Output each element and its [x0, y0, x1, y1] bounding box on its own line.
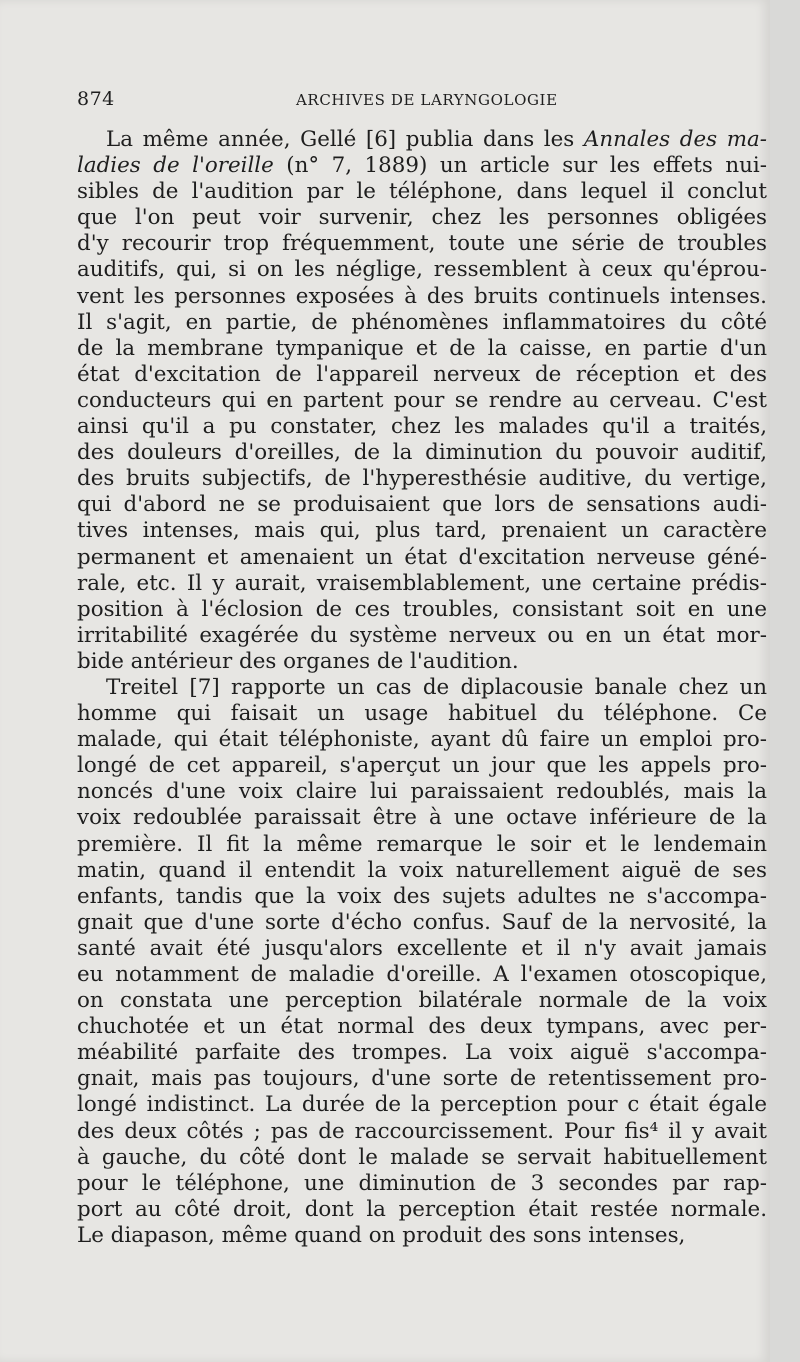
text-run: conducteurs qui en partent pour se rendre au cerveau. C'est: [77, 387, 767, 413]
text-line: [77, 1197, 767, 1223]
text-line: [77, 257, 767, 283]
text-run: Le diapason, même quand on produit des sons intenses,: [77, 1222, 686, 1248]
text-run: noncés d'une voix claire lui paraissaient redoublés, mais la: [77, 779, 767, 805]
paragraph: [77, 127, 767, 675]
text-run: port au côté droit, dont la perception était restée normale.: [77, 1196, 767, 1222]
text-line: [77, 623, 767, 649]
text-run: position à l'éclosion de ces troubles, consistant soit en une: [77, 596, 767, 622]
text-run: bide antérieur des organes de l'audition.: [77, 648, 519, 674]
text-line: [77, 336, 767, 362]
text-line: [77, 962, 767, 988]
text-run: voix redoublée paraissait être à une octave inférieure de la: [77, 805, 767, 831]
text-run: sibles de l'audition par le téléphone, dans lequel il conclut: [77, 179, 767, 205]
text-line: [77, 805, 767, 831]
text-line: [77, 153, 767, 179]
text-line: [77, 675, 767, 701]
text-line: [77, 1092, 767, 1118]
text-run: ainsi qu'il a pu constater, chez les malades qu'il a traités,: [77, 414, 767, 440]
text-line: [77, 701, 767, 727]
running-head: ARCHIVES DE LARYNGOLOGIE: [296, 91, 558, 109]
text-run: Treitel [7] rapporte un cas de diplacousie banale chez un: [106, 674, 767, 700]
text-run: gnait, mais pas toujours, d'une sorte de retentissement pro-: [77, 1066, 767, 1092]
text-run: pour le téléphone, une diminution de 3 secondes par rap-: [77, 1170, 767, 1196]
italic-title: Annales des ma-: [583, 127, 767, 152]
text-line: [77, 727, 767, 753]
text-run: chuchotée et un état normal des deux tympans, avec per-: [77, 1014, 767, 1040]
text-run: état d'excitation de l'appareil nerveux de réception et des: [77, 361, 767, 387]
text-run: gnait que d'une sorte d'écho confus. Sauf de la nervosité, la: [77, 909, 767, 935]
page-header: [77, 88, 767, 112]
text-run: eu notamment de maladie d'oreille. A l'examen otoscopique,: [77, 962, 767, 987]
text-line: [77, 388, 767, 414]
text-run: première. Il fit la même remarque le soir et le lendemain: [77, 831, 767, 857]
text-line: [77, 1171, 767, 1197]
text-line: [77, 1119, 767, 1145]
text-run: enfants, tandis que la voix des sujets adultes ne s'accompa-: [77, 883, 767, 909]
text-line: [77, 779, 767, 805]
text-run: matin, quand il entendit la voix naturellement aiguë de ses: [77, 857, 767, 883]
text-line: [77, 936, 767, 962]
body-text: [77, 127, 767, 1249]
page-number: 874: [77, 88, 115, 110]
text-run: malade, qui était téléphoniste, ayant dû faire un emploi pro-: [77, 727, 767, 753]
text-run: qui d'abord ne se produisaient que lors de sensations audi-: [77, 492, 767, 518]
italic-title: ladies de l'oreille: [77, 153, 274, 179]
text-run: méabilité parfaite des trompes. La voix aiguë s'accompa-: [77, 1040, 767, 1066]
text-run: rale, etc. Il y aurait, vraisemblablement, une certaine prédis-: [77, 570, 767, 596]
text-line: [77, 127, 767, 153]
text-line: [77, 1066, 767, 1092]
text-line: [77, 518, 767, 544]
text-run: que l'on peut voir survenir, chez les personnes obligées: [77, 205, 767, 231]
text-line: [77, 858, 767, 884]
text-line: [77, 362, 767, 388]
text-line: [77, 1014, 767, 1040]
text-run: des douleurs d'oreilles, de la diminution du pouvoir auditif,: [77, 440, 767, 466]
text-line: [77, 492, 767, 518]
text-run: irritabilité exagérée du système nerveux ou en un état mor-: [77, 622, 767, 648]
text-line: [77, 832, 767, 858]
text-line: [77, 545, 767, 571]
text-run: on constata une perception bilatérale normale de la voix: [77, 988, 767, 1014]
text-run: des deux côtés ; pas de raccourcissement. Pour fis⁴ il y avait: [77, 1118, 767, 1144]
text-line: [77, 179, 767, 205]
text-run: d'y recourir trop fréquemment, toute une série de troubles: [77, 231, 767, 257]
text-line: [77, 1040, 767, 1066]
text-run: des bruits subjectifs, de l'hyperesthésie auditive, du vertige,: [77, 466, 767, 492]
text-line: [77, 649, 767, 675]
paragraph: [77, 675, 767, 1249]
text-run: longé de cet appareil, s'aperçut un jour que les appels pro-: [77, 753, 767, 779]
text-line: [77, 440, 767, 466]
text-run: vent les personnes exposées à des bruits continuels intenses.: [77, 283, 767, 309]
text-run: santé avait été jusqu'alors excellente et il n'y avait jamais: [77, 935, 767, 961]
text-run: auditifs, qui, si on les néglige, ressemblent à ceux qu'éprou-: [77, 257, 767, 283]
text-run: à gauche, du côté dont le malade se servait habituellement: [77, 1144, 767, 1170]
text-line: [77, 988, 767, 1014]
text-line: [77, 284, 767, 310]
text-line: [77, 1223, 767, 1249]
text-line: [77, 884, 767, 910]
text-run: de la membrane tympanique et de la caisse, en partie d'un: [77, 335, 767, 361]
text-line: [77, 414, 767, 440]
text-line: [77, 910, 767, 936]
text-run: La même année, Gellé [6] publia dans les: [106, 127, 584, 152]
text-line: [77, 310, 767, 336]
text-run: homme qui faisait un usage habituel du téléphone. Ce: [77, 701, 767, 727]
text-run: tives intenses, mais qui, plus tard, prenaient un caractère: [77, 518, 767, 544]
text-line: [77, 571, 767, 597]
text-line: [77, 753, 767, 779]
text-run: (n° 7, 1889) un article sur les effets nui-: [273, 153, 767, 179]
text-line: [77, 466, 767, 492]
text-line: [77, 231, 767, 257]
text-line: [77, 205, 767, 231]
text-line: [77, 1145, 767, 1171]
text-run: Il s'agit, en partie, de phénomènes inflammatoires du côté: [77, 309, 767, 335]
text-line: [77, 597, 767, 623]
text-run: permanent et amenaient un état d'excitation nerveuse géné-: [77, 544, 767, 570]
text-run: longé indistinct. La durée de la perception pour c était égale: [77, 1092, 767, 1118]
